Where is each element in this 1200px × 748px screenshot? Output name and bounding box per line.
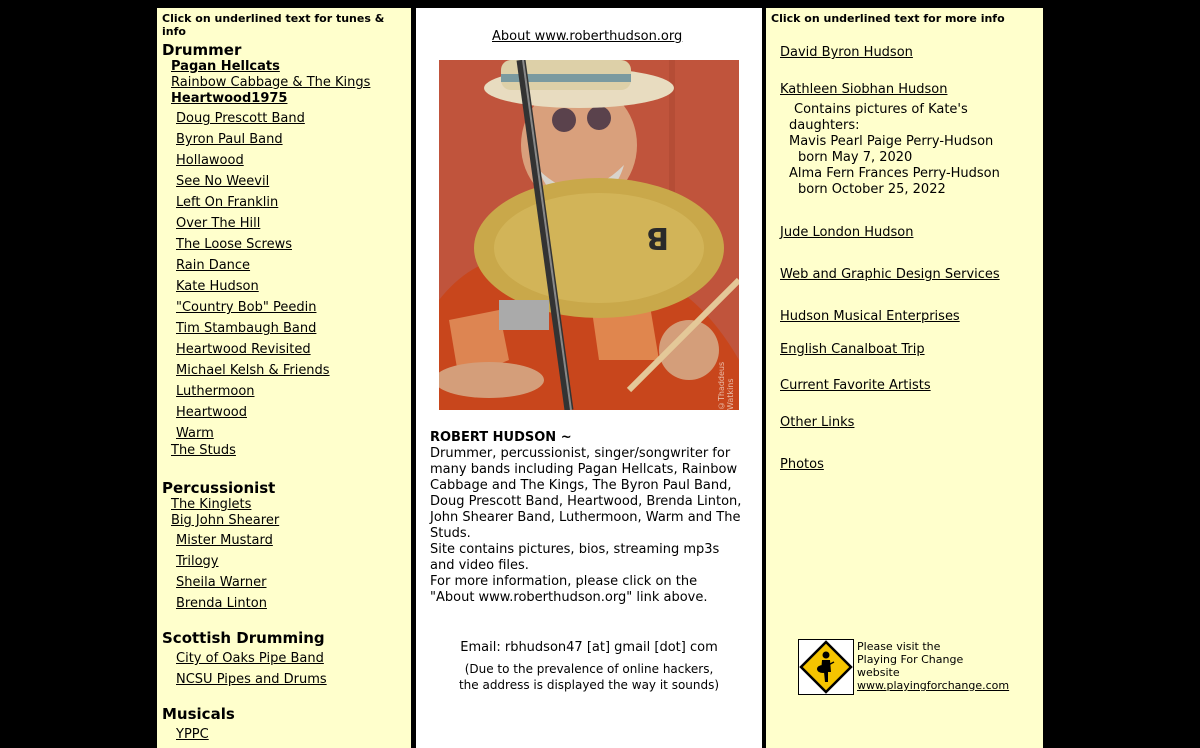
- bio-name: ROBERT HUDSON ~: [430, 430, 572, 445]
- pfc-line: website: [857, 666, 900, 679]
- playing-for-change-logo[interactable]: [798, 639, 854, 695]
- link-photos[interactable]: Photos: [780, 457, 824, 472]
- link-english-canalboat-trip[interactable]: English Canalboat Trip: [780, 342, 925, 357]
- link-other-links[interactable]: Other Links: [780, 415, 855, 430]
- link-drummer-band[interactable]: Over The Hill: [176, 216, 261, 231]
- link-current-favorite-artists[interactable]: Current Favorite Artists: [780, 378, 931, 393]
- section-musicals: Musicals: [162, 705, 235, 723]
- link-hudson-musical-enterprises[interactable]: Hudson Musical Enterprises: [780, 309, 960, 324]
- email-note-line: (Due to the prevalence of online hackers,: [464, 662, 714, 676]
- photo-credit: ©Thaddeus Watkins: [717, 361, 735, 410]
- link-drummer-band[interactable]: Heartwood: [176, 405, 247, 420]
- link-drummer-band[interactable]: Doug Prescott Band: [176, 111, 305, 126]
- link-drummer-band[interactable]: Kate Hudson: [176, 279, 259, 294]
- kathleen-info-line: Mavis Pearl Paige Perry-Hudson: [789, 134, 994, 149]
- link-pipe-band[interactable]: NCSU Pipes and Drums: [176, 672, 327, 687]
- section-scottish-drumming: Scottish Drumming: [162, 629, 325, 647]
- link-rainbow-cabbage[interactable]: Rainbow Cabbage & The Kings: [171, 75, 371, 90]
- link-drummer-band[interactable]: Hollawood: [176, 153, 244, 168]
- bio-line: Doug Prescott Band, Heartwood, Brenda Linton,: [430, 494, 742, 509]
- link-heartwood1975[interactable]: Heartwood1975: [171, 91, 288, 106]
- link-jude-london-hudson[interactable]: Jude London Hudson: [780, 225, 914, 240]
- bio-line: many bands including Pagan Hellcats, Rainbow: [430, 462, 738, 477]
- link-the-kinglets[interactable]: The Kinglets: [171, 497, 252, 512]
- link-big-john-shearer[interactable]: Big John Shearer: [171, 513, 280, 528]
- bio-line: Studs.: [430, 526, 471, 541]
- bio-line: Drummer, percussionist, singer/songwriter for: [430, 446, 731, 461]
- link-percussion-band[interactable]: Sheila Warner: [176, 575, 267, 590]
- pfc-line: Playing For Change: [857, 653, 964, 666]
- link-percussion-band[interactable]: Brenda Linton: [176, 596, 267, 611]
- right-hint: Click on underlined text for more info: [771, 12, 1005, 25]
- link-pipe-band[interactable]: City of Oaks Pipe Band: [176, 651, 324, 666]
- link-musical[interactable]: YPPC: [176, 727, 209, 742]
- bio-line: Site contains pictures, bios, streaming mp3s: [430, 542, 720, 557]
- drummer-photo: [439, 60, 739, 410]
- link-drummer-band[interactable]: Warm: [176, 426, 214, 441]
- link-drummer-band[interactable]: Michael Kelsh & Friends: [176, 363, 330, 378]
- bio-line: "About www.roberthudson.org" link above.: [430, 590, 708, 605]
- link-the-studs[interactable]: The Studs: [171, 443, 236, 458]
- link-kathleen-siobhan-hudson[interactable]: Kathleen Siobhan Hudson: [780, 82, 948, 97]
- email-text: Email: rbhudson47 [at] gmail [dot] com: [460, 640, 718, 655]
- bio-text: [430, 430, 755, 606]
- link-pagan-hellcats[interactable]: Pagan Hellcats: [171, 59, 280, 74]
- pfc-line: Please visit the: [857, 640, 941, 653]
- kathleen-info: [780, 102, 1000, 198]
- link-drummer-band[interactable]: "Country Bob" Peedin: [176, 300, 317, 315]
- link-drummer-band[interactable]: Left On Franklin: [176, 195, 279, 210]
- link-percussion-band[interactable]: Trilogy: [176, 554, 219, 569]
- email-note-line: the address is displayed the way it sounds): [458, 678, 720, 692]
- guitarist-sign-icon: [799, 640, 853, 694]
- kathleen-info-line: born May 7, 2020: [798, 150, 913, 165]
- about-site-link[interactable]: About www.roberthudson.org: [492, 29, 683, 44]
- bio-line: and video files.: [430, 558, 529, 573]
- link-drummer-band[interactable]: See No Weevil: [176, 174, 270, 189]
- link-playing-for-change[interactable]: www.playingforchange.com: [857, 679, 1010, 692]
- link-drummer-band[interactable]: Tim Stambaugh Band: [176, 321, 317, 336]
- kathleen-info-line: born October 25, 2022: [798, 182, 946, 197]
- link-drummer-band[interactable]: Byron Paul Band: [176, 132, 283, 147]
- playing-for-change-text: [857, 640, 1009, 692]
- kathleen-info-line: daughters:: [789, 118, 860, 133]
- bio-line: John Shearer Band, Luthermoon, Warm and The: [430, 510, 741, 525]
- svg-text:B: B: [646, 220, 669, 255]
- left-hint: Click on underlined text for tunes & info: [162, 12, 385, 38]
- bio-line: Cabbage and The Kings, The Byron Paul Band,: [430, 478, 732, 493]
- section-percussionist: Percussionist: [162, 479, 276, 497]
- link-web-design-services[interactable]: Web and Graphic Design Services: [780, 267, 1000, 282]
- link-david-byron-hudson[interactable]: David Byron Hudson: [780, 45, 913, 60]
- kathleen-info-line: Contains pictures of Kate's: [794, 102, 968, 117]
- bio-line: For more information, please click on the: [430, 574, 698, 589]
- section-drummer: Drummer: [162, 41, 242, 59]
- drummer-photo-illustration: [439, 60, 739, 410]
- link-drummer-band[interactable]: Rain Dance: [176, 258, 251, 273]
- link-percussion-band[interactable]: Mister Mustard: [176, 533, 273, 548]
- email-note: [416, 661, 762, 693]
- link-drummer-band[interactable]: Luthermoon: [176, 384, 255, 399]
- kathleen-info-line: Alma Fern Frances Perry-Hudson: [789, 166, 1000, 181]
- left-column: [157, 8, 411, 748]
- center-column: [416, 8, 762, 748]
- link-drummer-band[interactable]: Heartwood Revisited: [176, 342, 311, 357]
- right-column: [766, 8, 1043, 748]
- link-drummer-band[interactable]: The Loose Screws: [176, 237, 292, 252]
